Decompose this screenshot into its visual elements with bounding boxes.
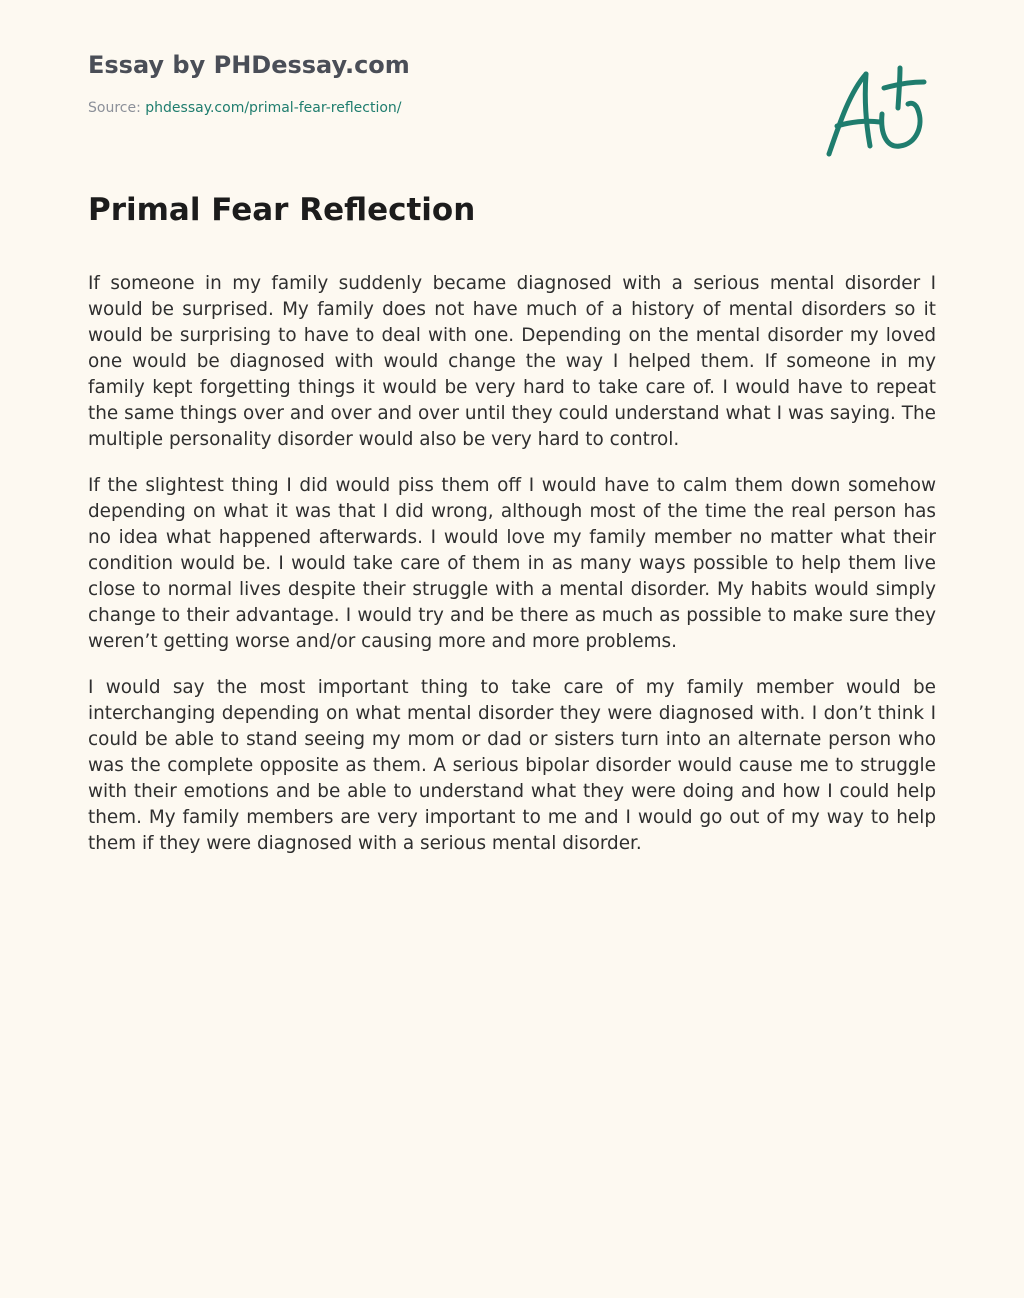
page-header [88,48,410,118]
site-title: Essay by PHDessay.com [88,51,410,79]
essay-paragraph: I would say the most important thing to take care of my family member would be interchanging depending on what mental disorder they were diagnosed with. I don’t think I could be able to stand seeing my mom or dad or sisters turn into an alternate person who was the complete opposite as them. A serious bipolar disorder would cause me to struggle with their emotions and be able to understand what they were doing and how I could help them. My family members are very important to me and I would go out of my way to help them if they were diagnosed with a serious mental disorder. [88,677,936,854]
essay-paragraph: If someone in my family suddenly became diagnosed with a serious mental disorder I would be surprised. My family does not have much of a history of mental disorders so it would be surprising to have to deal with one. Depending on the mental disorder my loved one would be diagnosed with would change the way I helped them. If someone in my family kept forgetting things it would be very hard to take care of. I would have to repeat the same things over and over and over until they could understand what I was saying. The multiple personality disorder would also be very hard to control. [88,273,936,450]
a-plus-grade-icon [820,62,932,164]
essay-paragraph: If the slightest thing I did would piss them off I would have to calm them down somehow depending on what it was that I did wrong, although most of the time the real person has no idea what happened afterwards. I would love my family member no matter what their condition would be. I would take care of them in as many ways possible to help them live close to normal lives despite their struggle with a mental disorder. My habits would simply change to their advantage. I would try and be there as much as possible to make sure they weren’t getting worse and/or causing more and more problems. [88,475,936,652]
source-label: Source: [88,100,146,116]
source-link[interactable]: phdessay.com/primal-fear-reflection/ [145,100,402,116]
essay-title: Primal Fear Reflection [88,192,476,228]
source-line [88,98,410,118]
essay-body [88,271,936,877]
